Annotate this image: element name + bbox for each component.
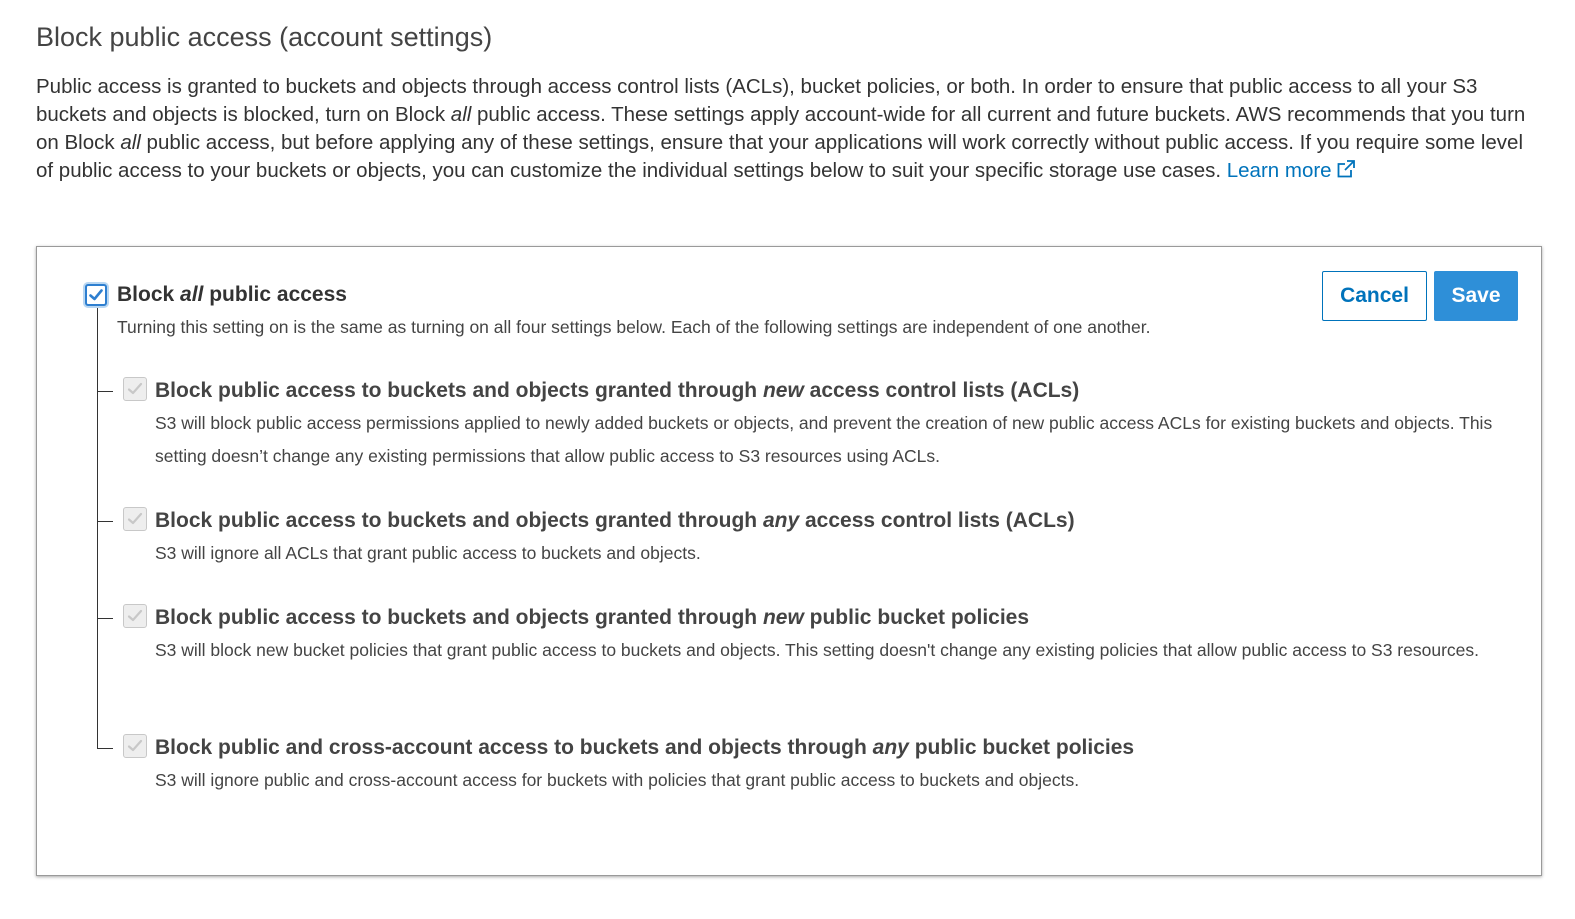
any-bucket-policies-description: S3 will ignore public and cross-account access for buckets with policies that grant public access to buckets and objects.: [155, 770, 1080, 790]
new-acls-title-pre: Block public access to buckets and objects granted through: [155, 379, 763, 402]
new-acls-checkbox[interactable]: [123, 377, 147, 401]
save-button[interactable]: Save: [1434, 271, 1518, 321]
checkmark-icon: [124, 378, 146, 400]
tree-branch: [97, 748, 113, 749]
new-acls-title-post: access control lists (ACLs): [803, 379, 1080, 402]
new-bucket-policies-title: [155, 606, 1029, 630]
main-title-emphasis: all: [180, 283, 204, 306]
any-bucket-policies-checkbox[interactable]: [123, 734, 147, 758]
new-acls-title: [155, 379, 1079, 403]
any-acls-title-post: access control lists (ACLs): [799, 509, 1075, 532]
intro-emphasis-all-2: all: [120, 131, 141, 154]
tree-connector: [97, 305, 98, 749]
any-acls-title: [155, 509, 1075, 533]
new-acls-title-emphasis: new: [762, 379, 804, 402]
intro-text-3: public access, but before applying any of these settings, ensure that your applications will work correctly without public access. If you require some level of public access to your buckets or objects, you can customize the individual settings below to suit your specific storage use cases.: [36, 131, 1524, 182]
new-bucket-policies-title-emphasis: new: [762, 606, 804, 629]
checkmark-icon: [124, 735, 146, 757]
any-acls-description: S3 will ignore all ACLs that grant public access to buckets and objects.: [155, 543, 701, 563]
checkmark-icon: [124, 508, 146, 530]
any-bucket-policies-title-post: public bucket policies: [908, 736, 1135, 759]
any-acls-title-emphasis: any: [762, 509, 800, 532]
new-bucket-policies-title-post: public bucket policies: [803, 606, 1030, 629]
checkmark-icon: [124, 605, 146, 627]
learn-more-label: Learn more: [1226, 159, 1332, 182]
new-bucket-policies-checkbox[interactable]: [123, 604, 147, 628]
settings-panel: [36, 246, 1542, 876]
block-all-public-access-title: [117, 283, 347, 307]
external-link-icon: [1336, 159, 1356, 187]
any-bucket-policies-title: [155, 736, 1134, 760]
any-bucket-policies-title-pre: Block public and cross-account access to buckets and objects through: [155, 736, 873, 759]
intro-text-2: public access. These settings apply account-wide for all current and future buckets. AWS recommends that you turn on Block: [36, 103, 1526, 154]
new-bucket-policies-title-pre: Block public access to buckets and objects granted through: [155, 606, 763, 629]
tree-branch: [97, 391, 113, 392]
checkmark-icon: [87, 286, 105, 304]
intro-paragraph: [36, 73, 1536, 187]
block-all-public-access-description: Turning this setting on is the same as turning on all four settings below. Each of the following settings are independent of one another.: [117, 317, 1151, 337]
cancel-button[interactable]: Cancel: [1322, 271, 1427, 321]
main-title-pre: Block: [117, 283, 181, 306]
intro-text-1: Public access is granted to buckets and objects through access control lists (ACLs), bucket policies, or both. In order to ensure that public access to all your S3 buckets and objects is blocked, turn on Block: [36, 75, 1478, 126]
block-all-public-access-checkbox[interactable]: [85, 284, 107, 306]
learn-more-link[interactable]: [1227, 159, 1356, 182]
new-bucket-policies-description: S3 will block new bucket policies that grant public access to buckets and objects. This setting doesn't change any existing policies that allow public access to S3 resources.: [155, 640, 1480, 660]
any-acls-title-pre: Block public access to buckets and objects granted through: [155, 509, 763, 532]
intro-emphasis-all-1: all: [450, 103, 472, 126]
any-bucket-policies-title-emphasis: any: [872, 736, 909, 759]
any-acls-checkbox[interactable]: [123, 507, 147, 531]
tree-branch: [97, 618, 113, 619]
tree-branch: [97, 521, 113, 522]
main-title-post: public access: [203, 283, 347, 306]
page-title: Block public access (account settings): [36, 22, 493, 52]
new-acls-description: S3 will block public access permissions applied to newly added buckets or objects, and prevent the creation of new public access ACLs for existing buckets and objects. This setting doesn’t change any existing permissions that allow public access to S3 resources using ACLs.: [155, 413, 1493, 466]
